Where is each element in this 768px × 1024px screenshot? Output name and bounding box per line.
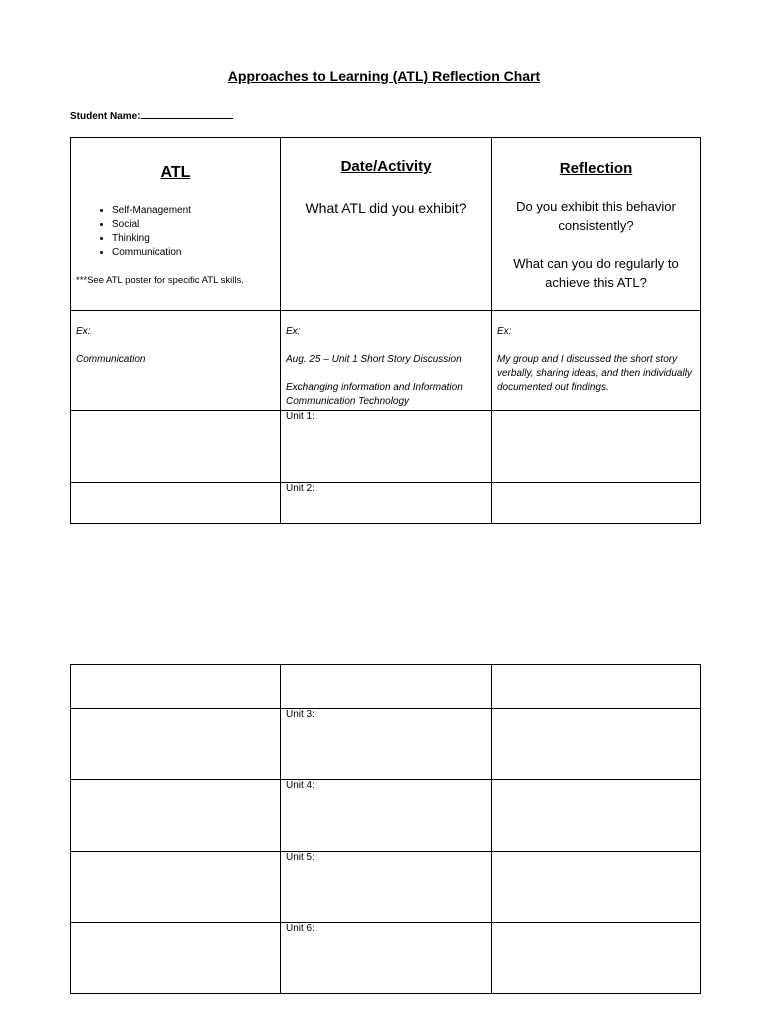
example-date-detail: Exchanging information and Information Communication Technology [286, 382, 463, 407]
atl-category-list [76, 204, 275, 260]
unit-label: Unit 3: [286, 709, 315, 720]
header-row [71, 138, 701, 311]
unit-reflection-cell[interactable] [492, 411, 701, 483]
blank-cell[interactable] [281, 665, 492, 709]
unit-date-cell[interactable] [281, 780, 492, 852]
reflection-question-consistency: Do you exhibit this behavior consistently? [516, 199, 676, 233]
unit-date-cell[interactable] [281, 483, 492, 524]
atl-reflection-table-continued [70, 664, 701, 994]
example-atl-value: Communication [76, 354, 146, 365]
example-reflection-value: My group and I discussed the short story verbally, sharing ideas, and then individually documented out findings. [497, 354, 692, 393]
atl-header-title: ATL [160, 164, 191, 181]
reflection-header-cell [492, 138, 701, 311]
atl-category-item: • Social [112, 218, 275, 232]
example-date-cell [281, 311, 492, 411]
unit-atl-cell[interactable] [71, 709, 281, 780]
unit-atl-cell[interactable] [71, 411, 281, 483]
unit-reflection-cell[interactable] [492, 923, 701, 994]
unit-label: Unit 5: [286, 852, 315, 863]
example-atl-label: Ex: [76, 326, 91, 337]
unit-date-cell[interactable] [281, 411, 492, 483]
blank-cell[interactable] [492, 665, 701, 709]
unit-atl-cell[interactable] [71, 780, 281, 852]
atl-category-item: • Thinking [112, 232, 275, 246]
example-row [71, 311, 701, 411]
example-date-label: Ex: [286, 326, 301, 337]
unit-row [71, 852, 701, 923]
unit-reflection-cell[interactable] [492, 852, 701, 923]
atl-category-item: • Self-Management [112, 204, 275, 218]
student-name-blank[interactable] [141, 108, 233, 119]
unit-atl-cell[interactable] [71, 483, 281, 524]
reflection-question-improvement: What can you do regularly to achieve this ATL? [513, 256, 679, 290]
blank-header-row [71, 665, 701, 709]
unit-date-cell[interactable] [281, 852, 492, 923]
example-date-value: Aug. 25 – Unit 1 Short Story Discussion [286, 354, 462, 365]
date-activity-question: What ATL did you exhibit? [305, 200, 467, 216]
date-activity-header-title: Date/Activity [340, 158, 432, 175]
example-reflection-cell [492, 311, 701, 411]
unit-row [71, 411, 701, 483]
atl-header-cell [71, 138, 281, 311]
unit-reflection-cell[interactable] [492, 780, 701, 852]
atl-poster-note: ***See ATL poster for specific ATL skills. [76, 275, 244, 286]
unit-date-cell[interactable] [281, 923, 492, 994]
unit-label: Unit 6: [286, 923, 315, 934]
blank-cell[interactable] [71, 665, 281, 709]
unit-row [71, 709, 701, 780]
date-activity-header-cell [281, 138, 492, 311]
unit-row [71, 923, 701, 994]
unit-date-cell[interactable] [281, 709, 492, 780]
unit-reflection-cell[interactable] [492, 483, 701, 524]
unit-reflection-cell[interactable] [492, 709, 701, 780]
reflection-header-title: Reflection [559, 160, 633, 177]
student-name-field[interactable] [70, 108, 233, 122]
unit-atl-cell[interactable] [71, 923, 281, 994]
example-atl-cell [71, 311, 281, 411]
unit-row [71, 780, 701, 852]
unit-row [71, 483, 701, 524]
atl-reflection-table [70, 137, 701, 524]
page-title: Approaches to Learning (ATL) Reflection Chart [227, 68, 541, 84]
unit-atl-cell[interactable] [71, 852, 281, 923]
unit-label: Unit 2: [286, 483, 315, 494]
unit-label: Unit 1: [286, 411, 315, 422]
atl-category-item: • Communication [112, 246, 275, 260]
unit-label: Unit 4: [286, 780, 315, 791]
student-name-label: Student Name: [70, 111, 141, 122]
example-reflection-label: Ex: [497, 326, 512, 337]
